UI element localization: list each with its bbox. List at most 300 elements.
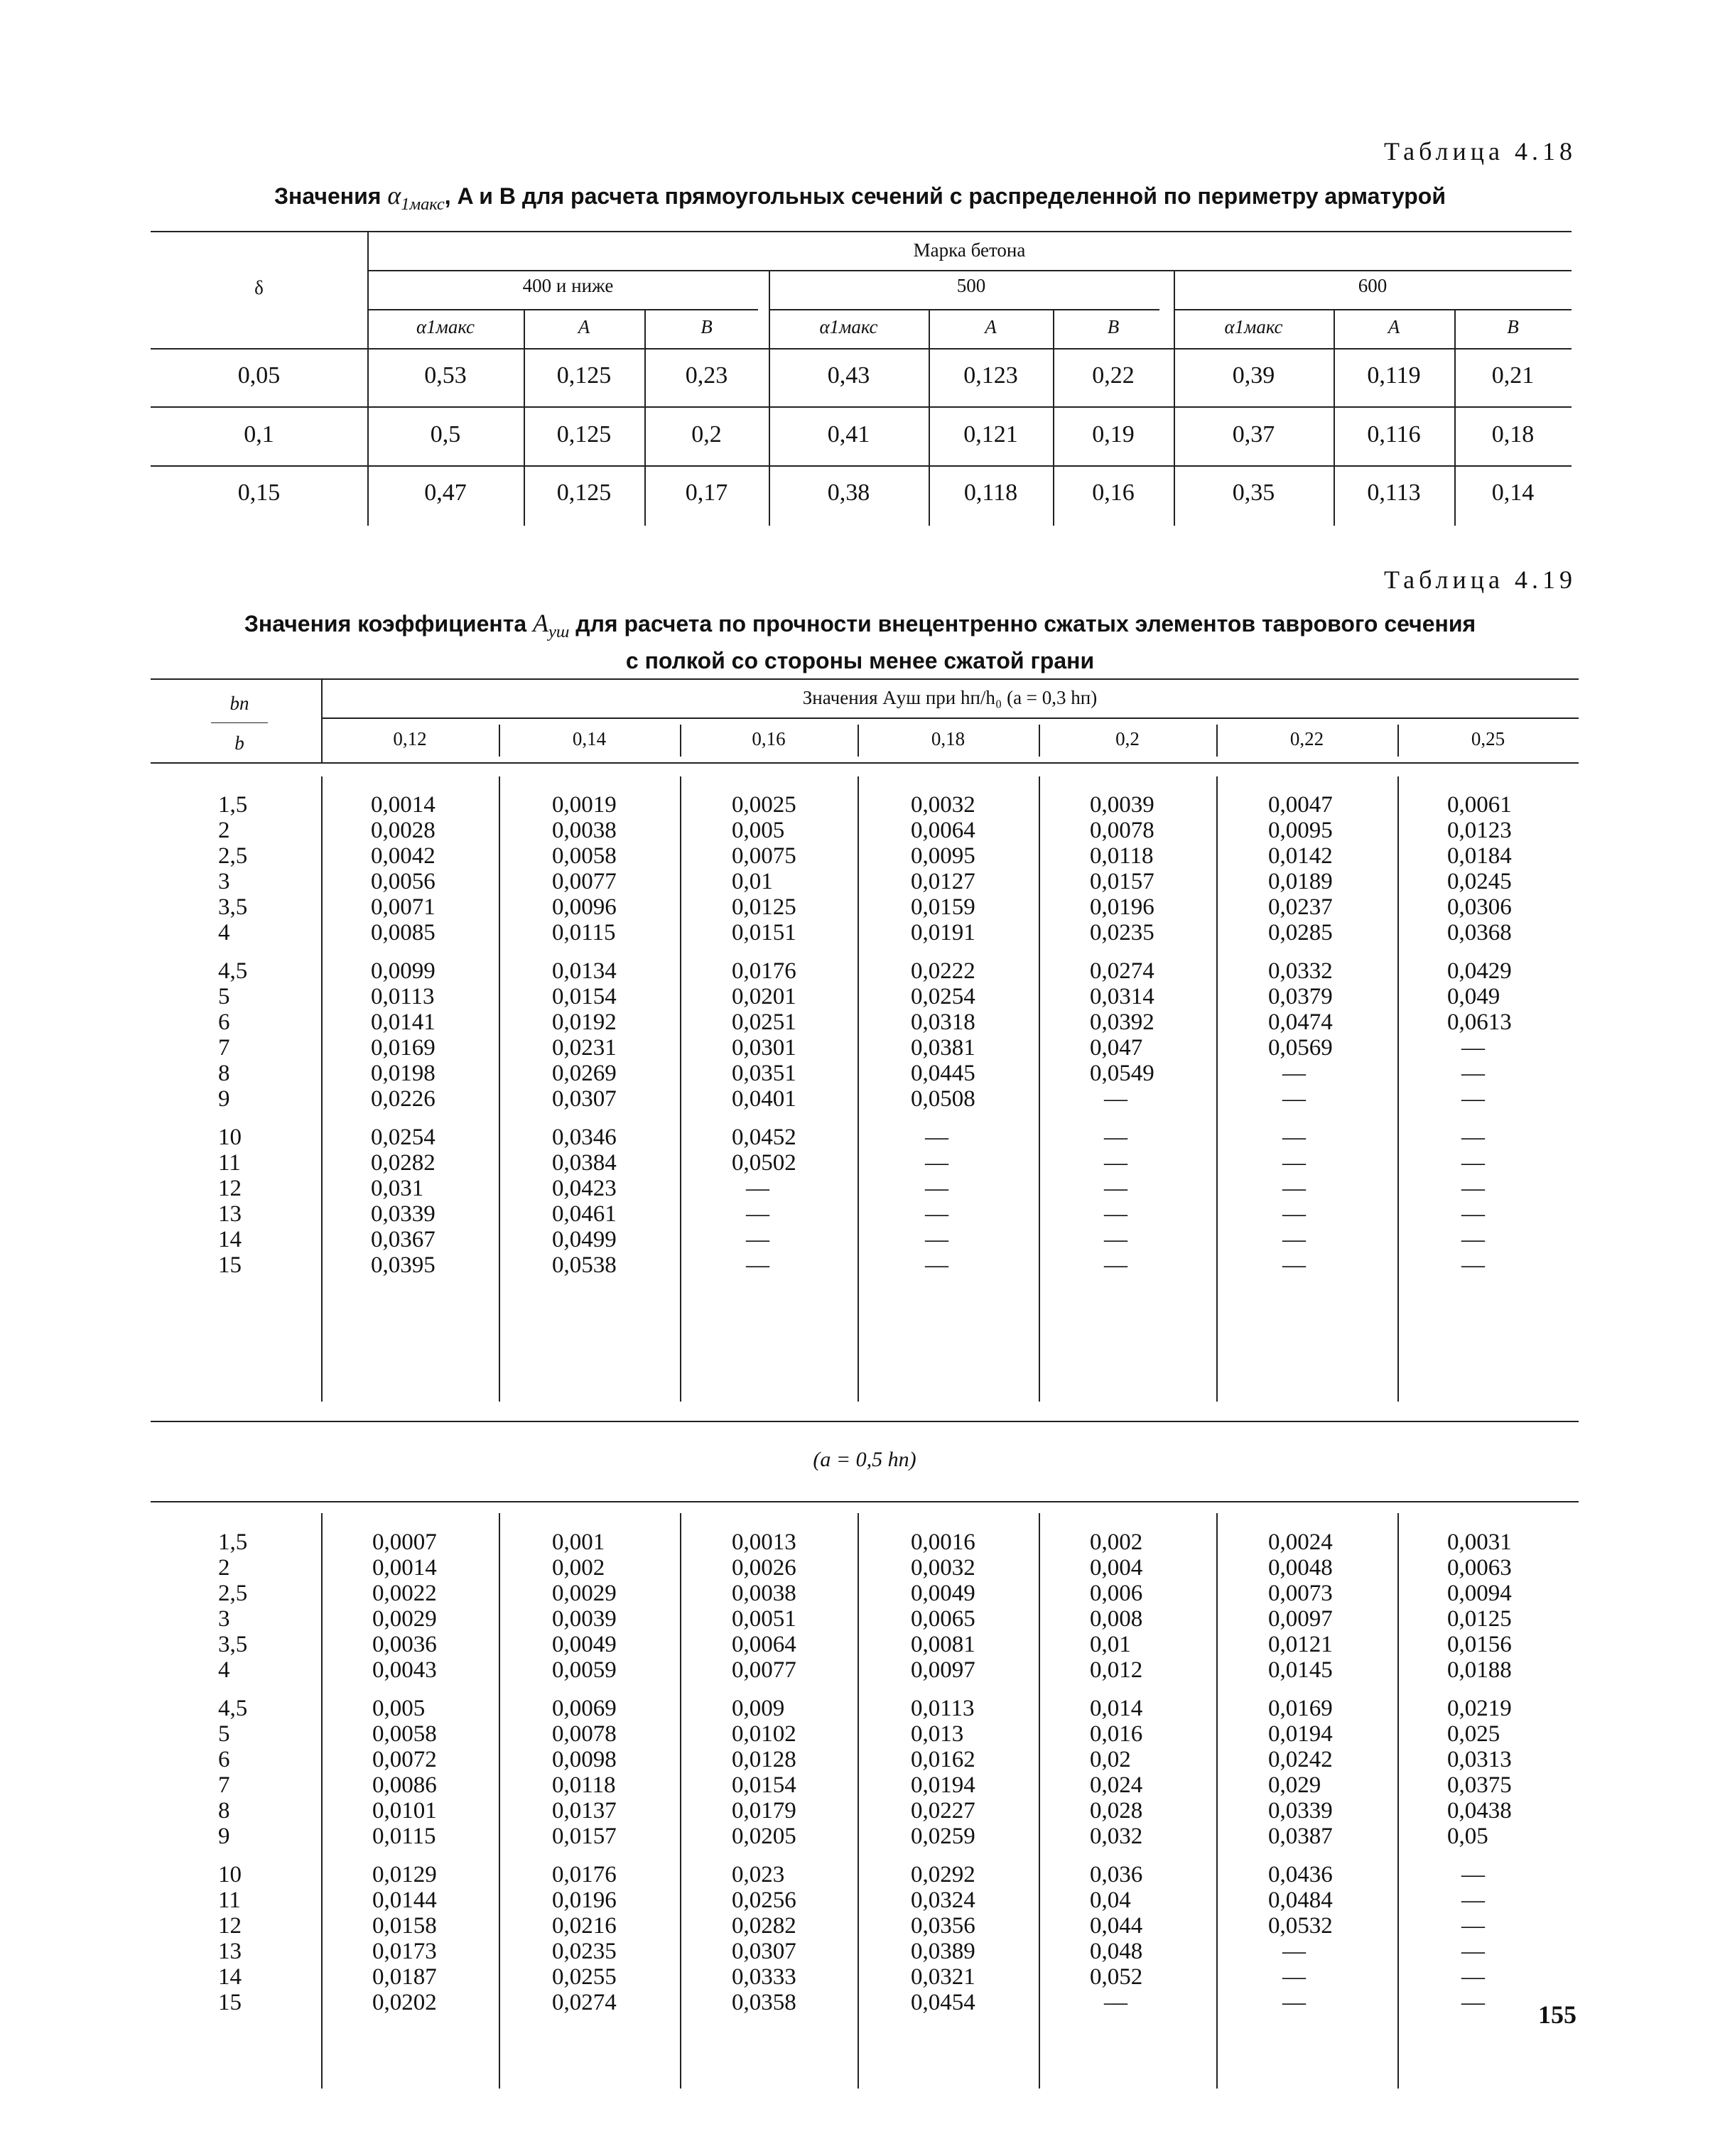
table-cell: 0,036 xyxy=(1090,1862,1143,1887)
value-column xyxy=(732,1529,796,2015)
value-column xyxy=(1447,792,1512,1278)
table-4-18-title: Значения $\alpha_{1макс}$, A и B для расчета прямоугольных сечений с распределенной по периметру арматурой xyxy=(274,181,1446,215)
col-header: B xyxy=(1507,316,1519,337)
table-cell: 9 xyxy=(218,1086,230,1112)
table-cell: 0,0123 xyxy=(1447,818,1512,843)
table-cell: 0,0042 xyxy=(371,843,436,869)
table-cell: 0,0095 xyxy=(911,843,975,869)
table-cell: 0,0395 xyxy=(371,1252,436,1278)
table-cell: 0,0339 xyxy=(371,1201,436,1227)
table-cell: 0,023 xyxy=(732,1862,785,1887)
table-cell: 0,0154 xyxy=(552,984,617,1009)
table-cell: 0,0075 xyxy=(732,843,796,869)
table-cell: 0,029 xyxy=(1268,1772,1321,1798)
table-cell: 0,002 xyxy=(552,1555,605,1581)
table-cell: 0,0065 xyxy=(911,1606,975,1632)
ratio-header: 0,25 xyxy=(1471,728,1505,749)
table-cell: 2 xyxy=(218,818,230,843)
table-cell: 0,006 xyxy=(1090,1581,1143,1606)
table-cell: 0,19 xyxy=(1092,421,1135,448)
table-cell: 0,0313 xyxy=(1447,1747,1512,1772)
grade-header: 400 и ниже xyxy=(522,275,614,296)
table-cell: 0,0077 xyxy=(732,1657,796,1683)
table-cell: 0,0086 xyxy=(372,1772,437,1798)
table-cell: 0,0333 xyxy=(732,1964,796,1990)
table-cell: 14 xyxy=(218,1964,242,1990)
table-cell: 9 xyxy=(218,1824,230,1849)
value-column xyxy=(372,1529,437,2015)
table-cell: — xyxy=(1282,1939,1306,1964)
b-column xyxy=(218,1529,261,2015)
table-cell: 0,028 xyxy=(1090,1798,1143,1824)
table-cell: 0,0307 xyxy=(552,1086,617,1112)
table-cell: 0,0274 xyxy=(552,1990,617,2015)
table-cell: 0,0159 xyxy=(911,894,975,920)
table-cell: 0,005 xyxy=(732,818,785,843)
group-header-concrete-grade: Марка бетона xyxy=(913,239,1026,261)
table-cell: 0,0144 xyxy=(372,1887,437,1913)
table-cell: 0,0154 xyxy=(732,1772,796,1798)
table-cell: 0,0113 xyxy=(911,1696,975,1721)
table-cell: 0,0026 xyxy=(732,1555,796,1581)
table-cell: 0,0251 xyxy=(732,1009,796,1035)
table-cell: 0,0179 xyxy=(732,1798,796,1824)
table-cell: 0,0077 xyxy=(552,869,617,894)
value-column xyxy=(1447,1529,1512,2015)
table-cell: 0,0073 xyxy=(1268,1581,1333,1606)
table-cell: 0,0508 xyxy=(911,1086,975,1112)
col-header: B xyxy=(1107,316,1120,337)
table-cell: — xyxy=(925,1252,948,1278)
table-cell: 0,0387 xyxy=(1268,1824,1333,1849)
table-cell: 0,113 xyxy=(1367,480,1421,506)
value-column xyxy=(1268,792,1333,1278)
table-cell: 0,125 xyxy=(556,362,612,389)
table-cell: 0,0031 xyxy=(1447,1529,1512,1555)
ratio-header: 0,14 xyxy=(572,728,607,749)
table-cell: 7 xyxy=(218,1035,230,1061)
table-cell: 0,0029 xyxy=(372,1606,437,1632)
table-cell: 0,0375 xyxy=(1447,1772,1512,1798)
table-cell: — xyxy=(1104,1990,1127,2015)
table-cell: — xyxy=(1461,1913,1485,1939)
table-cell: 8 xyxy=(218,1798,230,1824)
table-cell: 0,012 xyxy=(1090,1657,1143,1683)
table-cell: 0,0097 xyxy=(911,1657,975,1683)
table-cell: 0,0389 xyxy=(911,1939,975,1964)
table-cell: 0,008 xyxy=(1090,1606,1143,1632)
table-cell: 0,0356 xyxy=(911,1913,975,1939)
table-cell: 0,0231 xyxy=(552,1035,617,1061)
table-cell: 0,0194 xyxy=(1268,1721,1333,1747)
table-cell: 0,0071 xyxy=(371,894,436,920)
mid-label: (a = 0,5 hп) xyxy=(813,1448,916,1471)
table-4-18-caption: Таблица 4.18 xyxy=(1384,137,1576,166)
table-cell: — xyxy=(1282,1201,1306,1227)
table-cell: — xyxy=(1282,1061,1306,1086)
table-cell: 0,0438 xyxy=(1447,1798,1512,1824)
table-cell: 0,0064 xyxy=(732,1632,796,1657)
table-cell: 0,0256 xyxy=(732,1887,796,1913)
table-cell: 0,0384 xyxy=(552,1150,617,1176)
table-cell: 0,0429 xyxy=(1447,958,1512,984)
table-cell: 0,0532 xyxy=(1268,1913,1333,1939)
table-cell: 0,0351 xyxy=(732,1061,796,1086)
table-cell: 0,0158 xyxy=(372,1913,437,1939)
table-cell: 0,02 xyxy=(1090,1747,1131,1772)
table-cell: 0,0032 xyxy=(911,1555,975,1581)
table-cell: 0,43 xyxy=(827,362,870,389)
table-cell: 0,0099 xyxy=(371,958,436,984)
page-number: 155 xyxy=(1538,2000,1576,2029)
table-cell: — xyxy=(1461,1252,1485,1278)
table-cell: 0,0118 xyxy=(552,1772,616,1798)
table-cell: 0,0205 xyxy=(732,1824,796,1849)
ratio-header: 0,12 xyxy=(393,728,427,749)
table-cell: 0,0013 xyxy=(732,1529,796,1555)
table-cell: 0,0069 xyxy=(552,1696,617,1721)
table-cell: 12 xyxy=(218,1913,242,1939)
table-cell: — xyxy=(925,1227,948,1252)
table-cell: 0,0613 xyxy=(1447,1009,1512,1035)
col-header: α1макс xyxy=(1224,316,1283,337)
table-cell: 0,0121 xyxy=(1268,1632,1333,1657)
delta-value: 0,15 xyxy=(237,480,281,506)
table-cell: — xyxy=(1104,1227,1127,1252)
value-column xyxy=(552,792,617,1278)
table-cell: 0,118 xyxy=(963,480,1018,506)
table-cell: 10 xyxy=(218,1125,242,1150)
table-cell: — xyxy=(1461,1150,1485,1176)
table-cell: 0,024 xyxy=(1090,1772,1143,1798)
table-cell: 0,0307 xyxy=(732,1939,796,1964)
table-cell: 0,0118 xyxy=(1090,843,1154,869)
table-cell: 0,47 xyxy=(424,480,467,506)
row-header-delta: δ xyxy=(254,277,264,298)
table-cell: — xyxy=(1461,1964,1485,1990)
table-cell: — xyxy=(746,1176,769,1201)
table-cell: 0,0306 xyxy=(1447,894,1512,920)
table-cell: 0,0134 xyxy=(552,958,617,984)
table-cell: 1,5 xyxy=(218,792,248,818)
table-cell: 6 xyxy=(218,1009,230,1035)
table-cell: — xyxy=(1461,1125,1485,1150)
table-cell: 0,0381 xyxy=(911,1035,975,1061)
table-cell: 0,0142 xyxy=(1268,843,1333,869)
table-cell: — xyxy=(1461,1176,1485,1201)
table-cell: 0,53 xyxy=(424,362,467,389)
table-cell: 0,0242 xyxy=(1268,1747,1333,1772)
table-cell: 0,0222 xyxy=(911,958,975,984)
table-cell: 0,125 xyxy=(556,480,612,506)
table-cell: 1,5 xyxy=(218,1529,248,1555)
table-cell: 0,0038 xyxy=(552,818,617,843)
table-cell: — xyxy=(1282,1252,1306,1278)
table-cell: 15 xyxy=(218,1990,242,2015)
table-cell: 0,0019 xyxy=(552,792,617,818)
table-cell: 0,0292 xyxy=(911,1862,975,1887)
table-cell: 0,0282 xyxy=(371,1150,436,1176)
table-cell: 0,014 xyxy=(1090,1696,1143,1721)
b-column xyxy=(218,792,261,1278)
table-cell: 0,0036 xyxy=(372,1632,437,1657)
table-cell: 0,0129 xyxy=(372,1862,437,1887)
table-cell: 0,0324 xyxy=(911,1887,975,1913)
table-cell: — xyxy=(1104,1125,1127,1150)
table-cell: 0,0173 xyxy=(372,1939,437,1964)
table-cell: — xyxy=(1461,1862,1485,1887)
table-cell: 0,0339 xyxy=(1268,1798,1333,1824)
grade-header: 600 xyxy=(1358,275,1388,296)
table-cell: 0,0014 xyxy=(372,1555,437,1581)
table-cell: 0,0115 xyxy=(552,920,616,946)
table-cell: — xyxy=(1461,1939,1485,1964)
table-cell: 0,0157 xyxy=(1090,869,1154,894)
ratio-header: 0,16 xyxy=(752,728,786,749)
table-cell: 0,01 xyxy=(732,869,773,894)
table-cell: 0,0285 xyxy=(1268,920,1333,946)
table-cell: 0,0192 xyxy=(552,1009,617,1035)
table-cell: 0,0095 xyxy=(1268,818,1333,843)
ratio-header: 0,2 xyxy=(1115,728,1140,749)
table-cell: — xyxy=(1461,1061,1485,1086)
table-cell: 4 xyxy=(218,920,230,946)
table-cell: — xyxy=(925,1201,948,1227)
col-header: B xyxy=(701,316,713,337)
table-cell: 0,0538 xyxy=(552,1252,617,1278)
table-cell: 0,002 xyxy=(1090,1529,1143,1555)
table-cell: 0,0059 xyxy=(552,1657,617,1683)
table-cell: 5 xyxy=(218,1721,230,1747)
table-cell: 0,0321 xyxy=(911,1964,975,1990)
table-cell: 0,0452 xyxy=(732,1125,796,1150)
table-cell: 0,013 xyxy=(911,1721,964,1747)
table-cell: 0,0188 xyxy=(1447,1657,1512,1683)
table-cell: 0,37 xyxy=(1232,421,1275,448)
table-cell: 0,005 xyxy=(372,1696,426,1721)
table-cell: 0,0028 xyxy=(371,818,436,843)
table-cell: 0,0097 xyxy=(1268,1606,1333,1632)
table-cell: 0,0078 xyxy=(1090,818,1154,843)
table-cell: 0,0078 xyxy=(552,1721,617,1747)
table-cell: — xyxy=(1461,1227,1485,1252)
table-cell: 3 xyxy=(218,869,230,894)
table-cell: 0,009 xyxy=(732,1696,785,1721)
table-cell: 0,0502 xyxy=(732,1150,796,1176)
row-header-numerator: bп xyxy=(229,693,249,714)
table-cell: 0,0198 xyxy=(371,1061,436,1086)
table-cell: — xyxy=(746,1252,769,1278)
table-cell: 0,0029 xyxy=(552,1581,617,1606)
value-column xyxy=(911,1529,975,2015)
value-column xyxy=(1090,1529,1142,2015)
table-cell: 11 xyxy=(218,1150,241,1176)
table-cell: 0,2 xyxy=(691,421,722,448)
table-cell: 0,0061 xyxy=(1447,792,1512,818)
table-cell: 4,5 xyxy=(218,958,248,984)
table-cell: — xyxy=(1282,1964,1306,1990)
table-cell: 0,0016 xyxy=(911,1529,975,1555)
table-cell: — xyxy=(1104,1150,1127,1176)
table-cell: 0,0367 xyxy=(371,1227,436,1252)
table-cell: 2 xyxy=(218,1555,230,1581)
table-cell: 0,0254 xyxy=(371,1125,436,1150)
table-cell: 0,0157 xyxy=(552,1824,617,1849)
table-cell: 0,0255 xyxy=(552,1964,617,1990)
table-cell: 2,5 xyxy=(218,1581,248,1606)
table-cell: 0,0113 xyxy=(371,984,435,1009)
table-cell: 0,0254 xyxy=(911,984,975,1009)
table-cell: 0,0274 xyxy=(1090,958,1154,984)
table-cell: 0,0048 xyxy=(1268,1555,1333,1581)
table-cell: 0,0191 xyxy=(911,920,975,946)
table-cell: 0,0392 xyxy=(1090,1009,1154,1035)
table-cell: 0,001 xyxy=(552,1529,605,1555)
table-cell: 0,0141 xyxy=(371,1009,436,1035)
table-cell: — xyxy=(746,1201,769,1227)
table-cell: 0,116 xyxy=(1367,421,1421,448)
table-cell: 0,0169 xyxy=(1268,1696,1333,1721)
table-cell: 0,0259 xyxy=(911,1824,975,1849)
table-cell: 0,0085 xyxy=(371,920,436,946)
table-cell: 0,049 xyxy=(1447,984,1500,1009)
table-cell: 0,0484 xyxy=(1268,1887,1333,1913)
table-cell: 0,5 xyxy=(430,421,461,448)
table-cell: 0,0024 xyxy=(1268,1529,1333,1555)
table-cell: 4 xyxy=(218,1657,230,1683)
table-cell: 0,044 xyxy=(1090,1913,1143,1939)
group-header-ratio: Значения Aуш при hп/h₀ (a = 0,3 hп) xyxy=(802,687,1098,708)
table-cell: 0,0047 xyxy=(1268,792,1333,818)
table-cell: — xyxy=(1461,1035,1485,1061)
table-cell: 3,5 xyxy=(218,1632,248,1657)
table-cell: — xyxy=(1282,1227,1306,1252)
table-cell: 0,0245 xyxy=(1447,869,1512,894)
table-cell: 0,0201 xyxy=(732,984,796,1009)
table-cell: 0,0096 xyxy=(552,894,617,920)
table-cell: 15 xyxy=(218,1252,242,1278)
col-header: A xyxy=(578,316,590,337)
table-cell: 0,0474 xyxy=(1268,1009,1333,1035)
table-cell: 5 xyxy=(218,984,230,1009)
table-cell: 0,0101 xyxy=(372,1798,437,1824)
col-header: α1макс xyxy=(819,316,878,337)
table-cell: 0,0454 xyxy=(911,1990,975,2015)
table-cell: 0,0064 xyxy=(911,818,975,843)
table-cell: 0,0368 xyxy=(1447,920,1512,946)
table-cell: — xyxy=(1282,1176,1306,1201)
table-cell: 0,0301 xyxy=(732,1035,796,1061)
table-cell: 0,0436 xyxy=(1268,1862,1333,1887)
table-cell: 8 xyxy=(218,1061,230,1086)
table-cell: 0,0137 xyxy=(552,1798,617,1824)
delta-value: 0,05 xyxy=(237,362,281,389)
table-cell: 0,0058 xyxy=(372,1721,437,1747)
table-cell: 0,0219 xyxy=(1447,1696,1512,1721)
value-column xyxy=(552,1529,617,2015)
table-cell: 0,0072 xyxy=(372,1747,437,1772)
table-cell: 0,0039 xyxy=(552,1606,617,1632)
table-cell: 0,0216 xyxy=(552,1913,617,1939)
table-cell: 0,0332 xyxy=(1268,958,1333,984)
table-cell: 0,0379 xyxy=(1268,984,1333,1009)
table-cell: 0,0063 xyxy=(1447,1555,1512,1581)
col-header: α1макс xyxy=(416,316,475,337)
table-cell: 0,0235 xyxy=(552,1939,617,1964)
table-cell: 0,0423 xyxy=(552,1176,617,1201)
table-cell: 0,0098 xyxy=(552,1747,617,1772)
table-cell: 0,17 xyxy=(685,480,728,506)
table-cell: — xyxy=(1282,1125,1306,1150)
table-cell: 0,0196 xyxy=(1090,894,1154,920)
table-cell: 0,0125 xyxy=(1447,1606,1512,1632)
table-cell: — xyxy=(925,1125,948,1150)
table-cell: — xyxy=(1461,1990,1485,2015)
table-cell: 0,0194 xyxy=(911,1772,975,1798)
table-cell: 0,0115 xyxy=(372,1824,436,1849)
table-cell: 0,0145 xyxy=(1268,1657,1333,1683)
table-cell: 0,23 xyxy=(685,362,728,389)
table-cell: 0,0102 xyxy=(732,1721,796,1747)
table-cell: 13 xyxy=(218,1201,242,1227)
delta-value: 0,1 xyxy=(244,421,274,448)
table-cell: 0,22 xyxy=(1092,362,1135,389)
table-cell: 2,5 xyxy=(218,843,248,869)
table-cell: — xyxy=(1461,1201,1485,1227)
table-cell: 12 xyxy=(218,1176,242,1201)
table-cell: — xyxy=(1104,1201,1127,1227)
table-cell: — xyxy=(925,1150,948,1176)
table-cell: 0,0128 xyxy=(732,1747,796,1772)
table-cell: — xyxy=(1282,1990,1306,2015)
ratio-header: 0,22 xyxy=(1289,728,1324,749)
table-cell: 0,0346 xyxy=(552,1125,617,1150)
value-column xyxy=(371,792,436,1278)
table-cell: 0,052 xyxy=(1090,1964,1143,1990)
table-cell: 0,38 xyxy=(827,480,870,506)
table-cell: 0,0549 xyxy=(1090,1061,1154,1086)
col-header: A xyxy=(985,316,997,337)
table-cell: 0,41 xyxy=(827,421,870,448)
table-cell: 14 xyxy=(218,1227,242,1252)
table-cell: 0,032 xyxy=(1090,1824,1143,1849)
table-cell: 0,0202 xyxy=(372,1990,437,2015)
table-cell: 0,0125 xyxy=(732,894,796,920)
table-cell: 0,125 xyxy=(556,421,612,448)
table-cell: 0,39 xyxy=(1232,362,1275,389)
row-header-denominator: b xyxy=(234,732,244,754)
table-cell: 0,0196 xyxy=(552,1887,617,1913)
table-cell: 0,0056 xyxy=(371,869,436,894)
table-cell: 0,047 xyxy=(1090,1035,1143,1061)
table-cell: 0,0318 xyxy=(911,1009,975,1035)
table-cell: 0,0156 xyxy=(1447,1632,1512,1657)
table-cell: 0,121 xyxy=(963,421,1018,448)
table-cell: 0,0184 xyxy=(1447,843,1512,869)
table-cell: 0,35 xyxy=(1232,480,1275,506)
table-cell: 0,016 xyxy=(1090,1721,1143,1747)
table-cell: 0,025 xyxy=(1447,1721,1500,1747)
table-4-18 xyxy=(151,231,1572,526)
table-cell: 0,0269 xyxy=(552,1061,617,1086)
table-cell: 0,05 xyxy=(1447,1824,1488,1849)
table-cell: 11 xyxy=(218,1887,241,1913)
table-cell: 0,0039 xyxy=(1090,792,1154,818)
table-cell: — xyxy=(1282,1086,1306,1112)
table-cell: 0,0235 xyxy=(1090,920,1154,946)
table-cell: 0,0081 xyxy=(911,1632,975,1657)
table-cell: 0,0401 xyxy=(732,1086,796,1112)
